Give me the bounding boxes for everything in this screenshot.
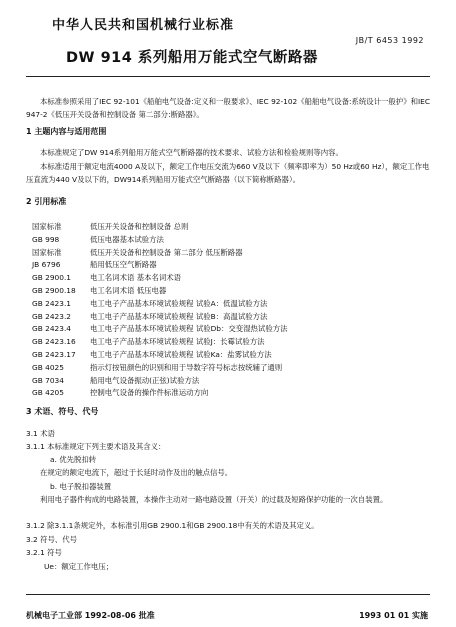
term-3-1-2: 3.1.2 除3.1.1条规定外，本标准引用GB 2900.1和GB 2900.18中有关的术语及其定义。 — [26, 521, 319, 530]
document-title: DW 914 系列船用万能式空气断路器 — [66, 50, 318, 66]
reference-title: 电工名词术语 低压电器 — [90, 286, 167, 295]
term-3-2: 3.2 符号、代号 — [26, 535, 78, 544]
reference-title: 电工电子产品基本环境试验规程 试验Db：交变湿热试验方法 — [90, 324, 288, 334]
reference-code: GB 2423.4 — [32, 324, 72, 334]
reference-row — [32, 337, 265, 347]
reference-code: JB 6796 — [32, 260, 61, 270]
reference-code: GB 998 — [32, 234, 60, 244]
section-3-heading — [26, 406, 430, 419]
term-a-label: a. 优先脱扣转 — [50, 455, 97, 464]
reference-code: GB 2900.1 — [32, 273, 72, 283]
standard-type-heading: 中华人民共和国机械行业标准 — [52, 18, 235, 33]
issuer-note: 机械电子工业部 1992-08-06 批准 — [26, 611, 155, 620]
reference-row — [32, 273, 181, 283]
term-3-1-1: 3.1.1 本标准规定下列主要术语及其含义： — [26, 442, 166, 451]
reference-title: 低压开关设备和控制设备 总则 — [90, 222, 189, 231]
reference-code: GB 2900.18 — [32, 286, 76, 295]
reference-title: 低压开关设备和控制设备 第二部分 低压断路器 — [90, 247, 243, 257]
reference-row — [32, 248, 243, 258]
reference-code: GB 2423.16 — [32, 337, 76, 347]
reference-code: GB 7034 — [32, 375, 64, 385]
reference-code: 国家标准 — [32, 247, 62, 257]
section-number: 1 — [26, 127, 32, 136]
reference-row — [32, 363, 282, 373]
reference-row — [32, 376, 199, 386]
reference-row — [32, 286, 166, 296]
reference-row — [32, 235, 164, 245]
footer-rule — [26, 594, 430, 595]
term-a-text: 在规定的额定电流下，超过于长延时动作及出的触点信号。 — [40, 468, 233, 477]
title-rule — [26, 76, 430, 77]
term-3-2-1: 3.2.1 符号 — [26, 548, 62, 557]
reference-code: GB 2423.2 — [32, 311, 72, 321]
reference-title: 电工电子产品基本环境试验规程 试验A：低温试验方法 — [90, 298, 268, 308]
reference-title: 低压电器基本试验方法 — [90, 234, 164, 244]
section-title: 引用标准 — [34, 197, 67, 206]
section-number: 3 — [26, 407, 32, 416]
reference-row — [32, 222, 188, 232]
reference-code: GB 4205 — [32, 388, 64, 398]
scope-paragraph-2: 本标准适用于额定电流4000 A及以下，额定工作电压交流为660 V及以下（频率即率为）50 Hz或60 Hz），额定工作电压直流为440 V及以下的，DW914系列船用万能式空气断路器（以下简称断路器）。 — [26, 162, 430, 184]
scope-paragraph-1: 本标准规定了DW 914系列船用万能式空气断路器的技术要求、试验方法和检验规则等内容。 — [40, 148, 343, 157]
reference-code: GB 2423.1 — [32, 298, 72, 308]
reference-code: GB 2423.17 — [32, 350, 76, 359]
section-2-heading — [26, 196, 430, 209]
standard-code: JB/T 6453 1992 — [355, 36, 424, 45]
term-3-1: 3.1 术语 — [26, 429, 55, 438]
section-number: 2 — [26, 197, 32, 206]
reference-code: GB 4025 — [32, 362, 64, 372]
reference-title: 电工名词术语 基本名词术语 — [90, 273, 182, 283]
reference-title: 指示灯按钮颜色的识别和用于导数字符号标志按统辅了通则 — [90, 362, 283, 372]
reference-title: 控制电气设备的操作件标准运动方向 — [90, 388, 209, 398]
intro-paragraph: 本标准参照采用了IEC 92-101《船舶电气设备:定义和一般要求》、IEC 92-102《船舶电气设备:系统设计一般护》和IEC 947-2《低压开关设备和控制设备 第二部分:断路器》。 — [26, 97, 430, 119]
reference-title: 船用电气设备振动(正弦)试验方法 — [90, 375, 200, 385]
section-title: 主题内容与适用范围 — [34, 127, 107, 136]
reference-title: 电工电子产品基本环境试验规程 试验B：高温试验方法 — [90, 311, 268, 321]
reference-row — [32, 388, 208, 398]
section-1-heading — [26, 126, 430, 139]
term-b-label: b. 电子脱扣器装置 — [50, 482, 112, 491]
reference-title: 船用低压空气断路器 — [90, 260, 157, 270]
section-title: 术语、符号、代号 — [34, 407, 99, 416]
term-b-text: 利用电子器件构成的电路装置，本操作主动对一路电路设置（开关）的过载及短路保护功能的一次自装置。 — [40, 495, 388, 504]
reference-row — [32, 299, 267, 309]
reference-row — [32, 312, 267, 322]
reference-row — [32, 350, 272, 360]
reference-code: 国家标准 — [32, 222, 62, 231]
reference-title: 电工电子产品基本环境试验规程 试验Ka：盐雾试验方法 — [90, 350, 272, 359]
effective-date: 1993 01 01 实施 — [359, 611, 428, 620]
reference-row — [32, 260, 157, 270]
reference-title: 电工电子产品基本环境试验规程 试验J：长霉试验方法 — [90, 337, 265, 347]
term-ue: Ue：额定工作电压； — [44, 562, 114, 571]
reference-row — [32, 324, 288, 334]
